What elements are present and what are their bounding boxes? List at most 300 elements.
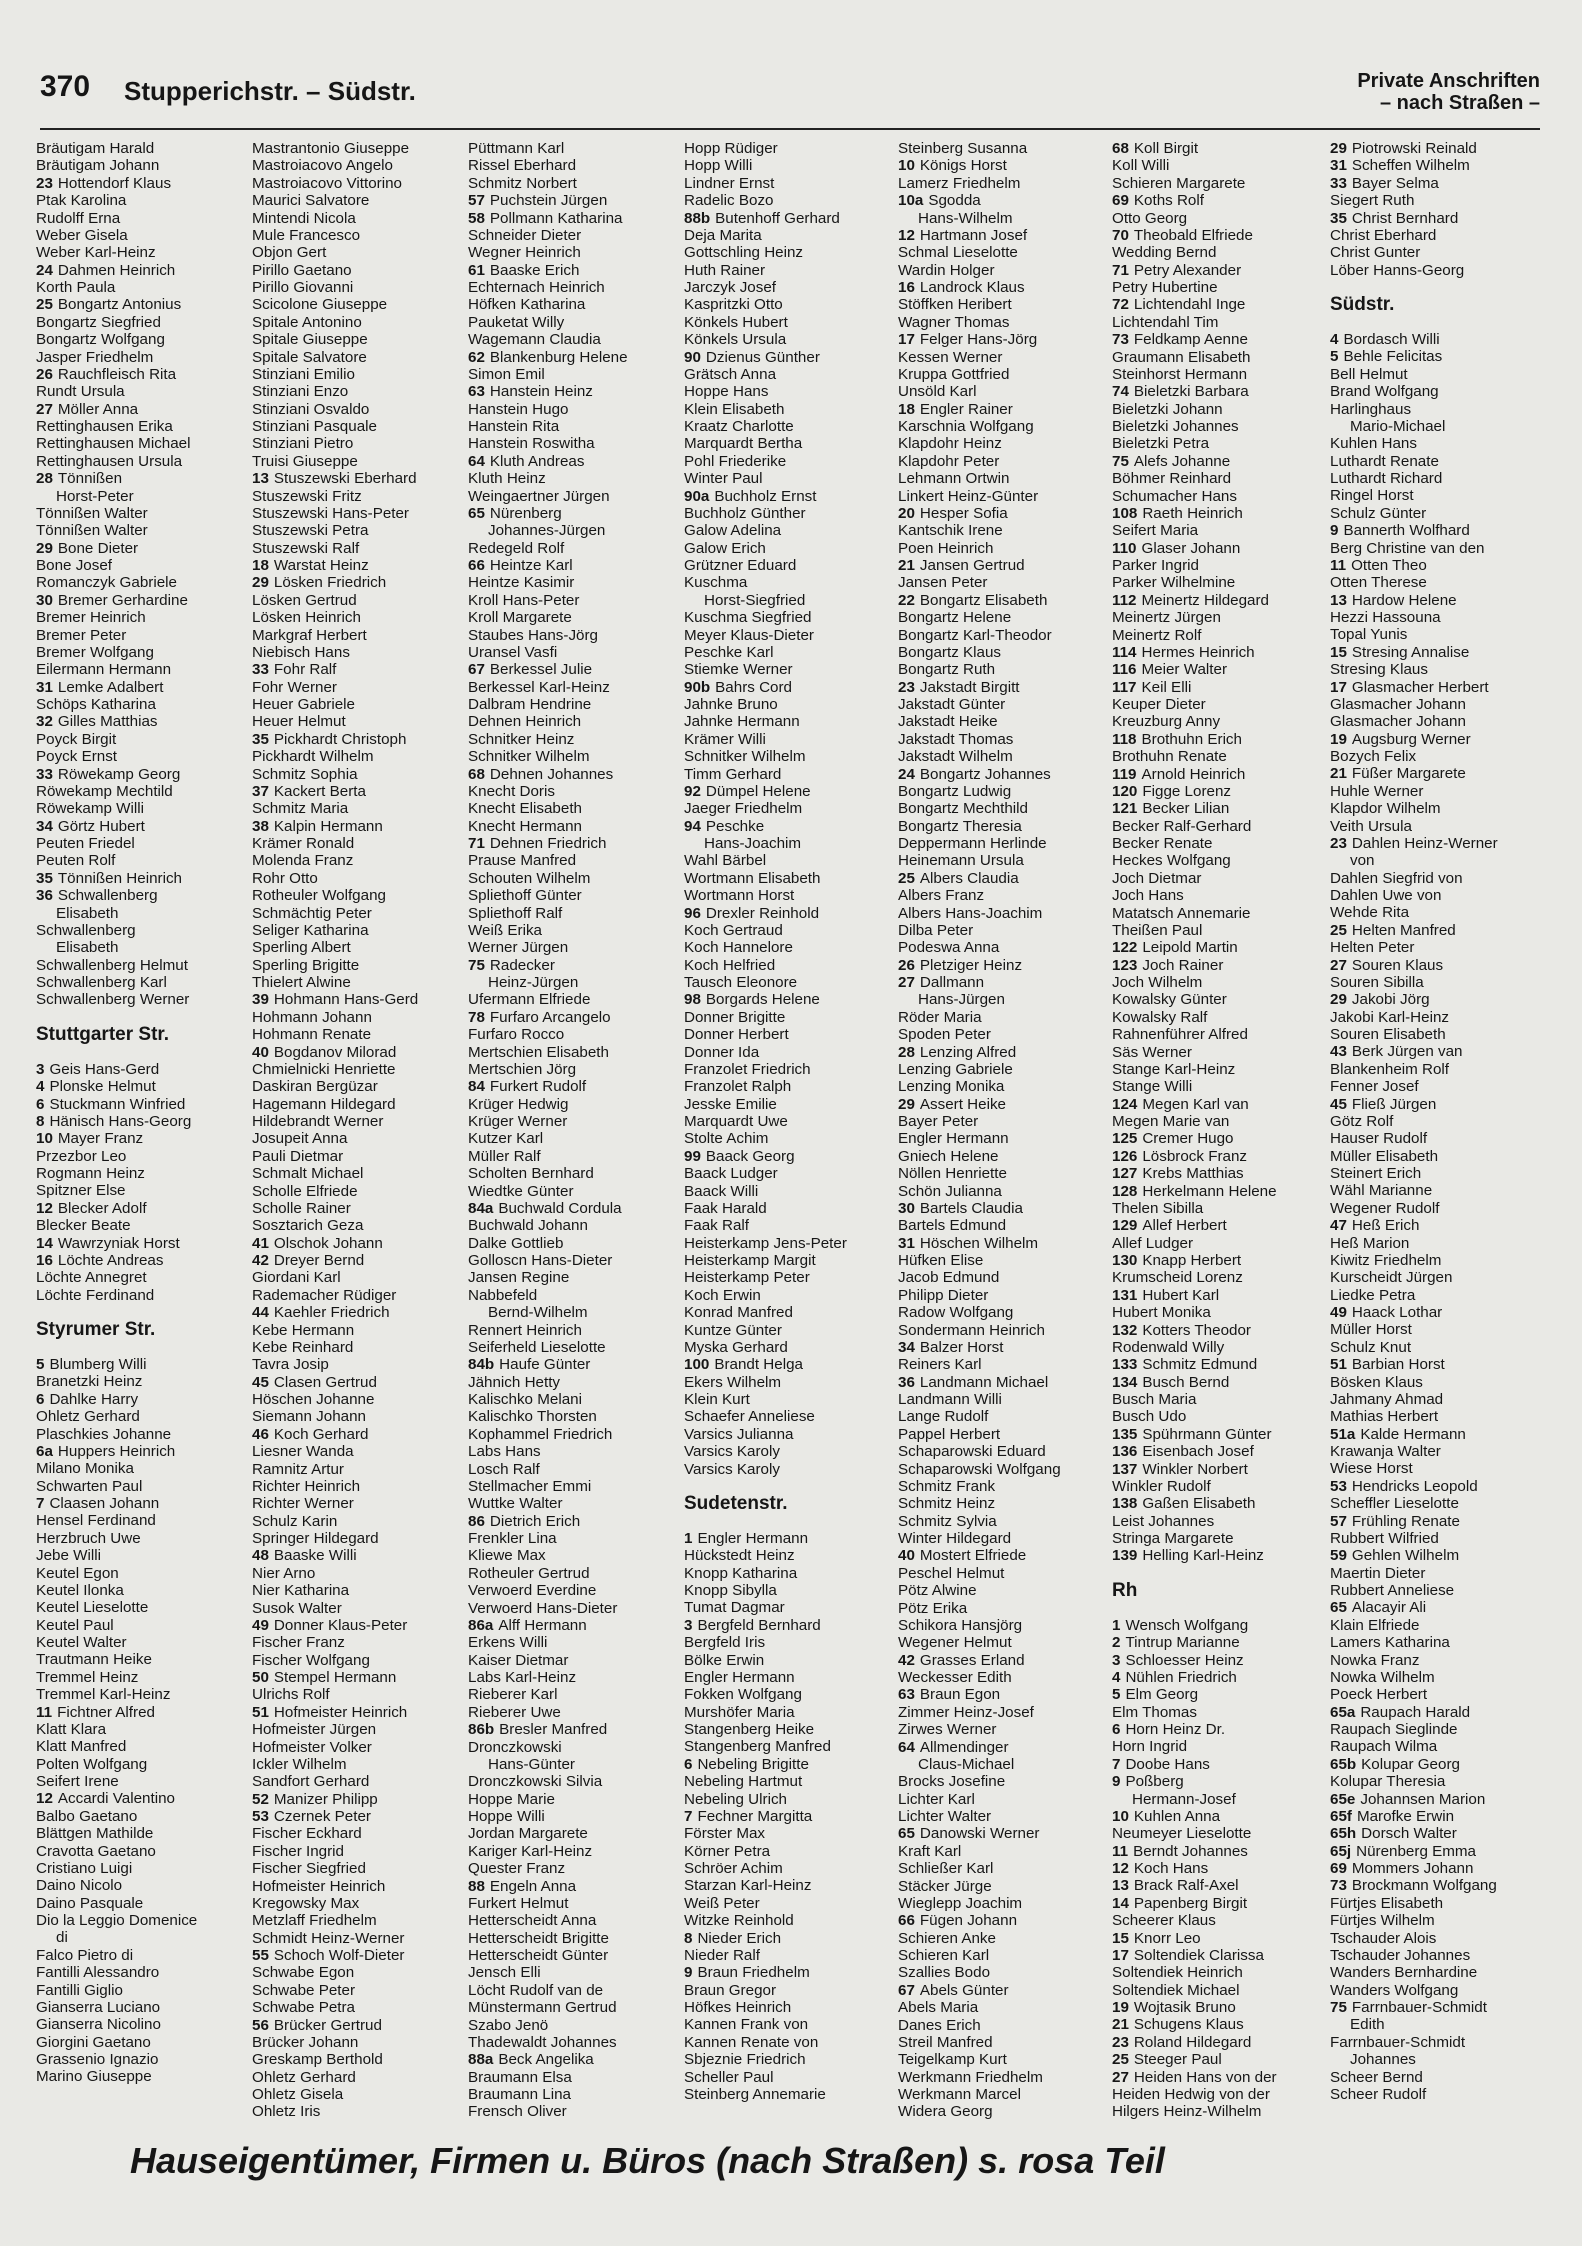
house-number: 65b xyxy=(1330,1755,1357,1773)
house-number: 68 xyxy=(1112,140,1129,157)
directory-entry xyxy=(898,1791,1110,1808)
directory-entry xyxy=(684,401,896,418)
resident-name: Steinhorst Hermann xyxy=(1112,365,1248,383)
directory-entry xyxy=(898,1130,1110,1147)
resident-name: Souren Elisabeth xyxy=(1330,1026,1446,1043)
directory-entry xyxy=(684,2016,896,2033)
resident-name: Hesper Sofia xyxy=(919,504,1008,522)
resident-name: Borgards Helene xyxy=(705,991,820,1009)
resident-name: Heinemann Ursula xyxy=(898,852,1024,870)
directory-entry xyxy=(36,383,248,400)
resident-name: Knecht Hermann xyxy=(468,817,582,835)
directory-entry xyxy=(898,1547,1110,1564)
house-number: 64 xyxy=(898,1738,915,1756)
resident-name: Dorsch Walter xyxy=(1361,1825,1457,1843)
directory-entry xyxy=(898,1912,1110,1929)
resident-name: Tönnißen xyxy=(57,470,123,488)
resident-name: Peschke xyxy=(705,817,765,835)
directory-entry xyxy=(36,1895,248,1912)
directory-entry xyxy=(1112,1947,1324,1964)
resident-name: Jakstadt Thomas xyxy=(898,730,1014,748)
directory-entry xyxy=(1112,766,1324,783)
resident-name: Pirillo Gaetano xyxy=(252,261,352,279)
house-number: 12 xyxy=(1112,1860,1129,1877)
house-number: 42 xyxy=(898,1651,915,1669)
resident-name: Müller Ralf xyxy=(468,1147,541,1165)
directory-entry xyxy=(898,957,1110,974)
directory-entry xyxy=(1330,1217,1542,1234)
directory-entry xyxy=(1112,1461,1324,1478)
directory-entry xyxy=(684,922,896,939)
directory-entry xyxy=(36,1148,248,1165)
directory-entry xyxy=(684,331,896,348)
resident-name: Schulz Günter xyxy=(1330,504,1427,522)
resident-name: Hanstein Roswitha xyxy=(468,435,595,453)
directory-entry xyxy=(684,818,896,835)
directory-entry xyxy=(898,2017,1110,2034)
directory-entry xyxy=(36,366,248,383)
resident-name: Raeth Heinrich xyxy=(1142,504,1243,522)
directory-entry xyxy=(684,366,896,383)
resident-name: Münstermann Gertrud xyxy=(468,1999,617,2017)
resident-name: Ptak Karolina xyxy=(36,192,127,210)
resident-name: Varsics Julianna xyxy=(684,1425,794,1443)
resident-name: Luthardt Renate xyxy=(1330,452,1439,470)
directory-entry xyxy=(898,1582,1110,1599)
directory-entry xyxy=(684,2034,896,2051)
resident-name: Allmendinger xyxy=(919,1738,1009,1756)
resident-name: Jakstadt Günter xyxy=(898,696,1006,713)
resident-name: Koll Birgit xyxy=(1133,140,1199,157)
resident-name: Tschauder Johannes xyxy=(1330,1946,1471,1964)
resident-name: Braun Friedhelm xyxy=(697,1964,810,1982)
directory-entry xyxy=(1112,852,1324,869)
directory-entry xyxy=(1330,887,1542,904)
resident-name: Danowski Werner xyxy=(919,1825,1040,1843)
resident-name: Helling Karl-Heinz xyxy=(1142,1547,1264,1565)
resident-name: Brothuhn Erich xyxy=(1141,730,1242,748)
resident-name: Siemann Johann xyxy=(252,1408,366,1426)
resident-name: Liedke Petra xyxy=(1330,1286,1416,1304)
directory-entry xyxy=(684,1808,896,1825)
resident-name: Baack Ludger xyxy=(684,1165,778,1183)
resident-name: Kariger Karl-Heinz xyxy=(468,1842,593,1860)
directory-entry xyxy=(468,314,680,331)
resident-name: Johannes xyxy=(1350,2051,1416,2069)
resident-name: Stinziani Emilio xyxy=(252,365,355,383)
house-number: 49 xyxy=(252,1616,269,1634)
resident-name: Dietrich Erich xyxy=(489,1512,581,1530)
footer-note: Hauseigentümer, Firmen u. Büros (nach Straßen) s. rosa Teil xyxy=(130,2140,1165,2181)
resident-name: Werner Jürgen xyxy=(468,939,569,957)
directory-entry xyxy=(36,157,248,174)
directory-entry xyxy=(252,939,464,956)
house-number: 9 xyxy=(684,1964,693,1982)
resident-name: Schieren Anke xyxy=(898,1929,996,1947)
resident-name: Förster Max xyxy=(684,1825,766,1843)
house-number: 74 xyxy=(1112,383,1129,401)
resident-name: Schwabe Egon xyxy=(252,1964,355,1982)
directory-entry xyxy=(36,210,248,227)
resident-name: Rettinghausen Ursula xyxy=(36,452,183,470)
directory-entry xyxy=(252,818,464,835)
resident-name: Pickhardt Christoph xyxy=(273,730,407,748)
resident-name: Fischer Franz xyxy=(252,1634,345,1652)
directory-entry xyxy=(36,887,248,904)
directory-entry xyxy=(1330,974,1542,991)
resident-name: Josupeit Anna xyxy=(252,1130,348,1148)
directory-entry xyxy=(1330,1947,1542,1964)
house-number: 126 xyxy=(1112,1147,1138,1165)
house-number: 78 xyxy=(468,1008,485,1026)
resident-name: Philipp Dieter xyxy=(898,1286,989,1304)
directory-entry xyxy=(1112,505,1324,522)
resident-name: Nieder Ralf xyxy=(684,1946,760,1964)
directory-entry xyxy=(36,1391,248,1408)
directory-entry xyxy=(468,1026,680,1043)
directory-entry xyxy=(252,331,464,348)
directory-entry xyxy=(468,1217,680,1234)
resident-name: Bernd-Wilhelm xyxy=(488,1304,588,1322)
resident-name: Rudolff Erna xyxy=(36,209,121,227)
resident-name: Kebe Reinhard xyxy=(252,1338,354,1356)
resident-name: Bongartz Johannes xyxy=(919,765,1051,783)
resident-name: Krüger Hedwig xyxy=(468,1095,569,1113)
directory-entry xyxy=(468,1113,680,1130)
directory-entry xyxy=(252,505,464,522)
directory-entry xyxy=(1112,1964,1324,1981)
house-number: 133 xyxy=(1112,1356,1138,1374)
directory-entry xyxy=(1330,192,1542,209)
directory-entry xyxy=(1112,870,1324,887)
directory-entry xyxy=(684,540,896,557)
resident-name: Fechner Margitta xyxy=(697,1807,813,1825)
resident-name: Nühlen Friedrich xyxy=(1125,1668,1237,1686)
directory-entry xyxy=(252,835,464,852)
directory-entry xyxy=(36,1113,248,1130)
resident-name: Steinert Erich xyxy=(1330,1165,1422,1182)
directory-entry xyxy=(898,401,1110,418)
directory-entry xyxy=(36,1408,248,1425)
section-title xyxy=(1357,70,1540,114)
resident-name: Ringel Horst xyxy=(1330,487,1414,505)
house-number: 118 xyxy=(1112,730,1137,748)
directory-entry xyxy=(898,140,1110,157)
resident-name: Myska Gerhard xyxy=(684,1338,788,1356)
resident-name: Bongartz Elisabeth xyxy=(919,591,1048,609)
resident-name: Hetterscheidt Brigitte xyxy=(468,1929,609,1947)
directory-entry xyxy=(36,800,248,817)
directory-entry xyxy=(1330,1374,1542,1391)
directory-entry xyxy=(898,905,1110,922)
resident-name: Megen Karl van xyxy=(1142,1095,1249,1113)
directory-entry xyxy=(1112,1287,1324,1304)
resident-name: Klapdohr Peter xyxy=(898,452,1000,470)
resident-name: Berndt Johannes xyxy=(1133,1842,1248,1860)
resident-name: Schließer Karl xyxy=(898,1860,994,1878)
resident-name: Stiemke Werner xyxy=(684,661,793,679)
directory-entry xyxy=(468,1478,680,1495)
directory-entry xyxy=(468,2103,680,2120)
directory-entry xyxy=(36,1182,248,1199)
resident-name: Manizer Philipp xyxy=(273,1790,378,1808)
resident-name: Balbo Gaetano xyxy=(36,1807,138,1825)
resident-name: Bieletzki Petra xyxy=(1112,435,1210,453)
resident-name: Götz Rolf xyxy=(1330,1112,1394,1130)
resident-name: Topal Yunis xyxy=(1330,626,1408,644)
resident-name: Pötz Alwine xyxy=(898,1582,977,1600)
directory-entry xyxy=(1330,922,1542,939)
directory-entry xyxy=(252,157,464,174)
resident-name: Otten Therese xyxy=(1330,574,1427,592)
resident-name: Spitzner Else xyxy=(36,1182,126,1200)
resident-name: Maurici Salvatore xyxy=(252,192,370,210)
directory-entry xyxy=(252,1530,464,1547)
directory-entry xyxy=(36,731,248,748)
directory-entry xyxy=(252,1513,464,1530)
directory-entry xyxy=(898,1026,1110,1043)
resident-name: Fenner Josef xyxy=(1330,1078,1419,1096)
directory-entry xyxy=(1112,1495,1324,1512)
resident-name: Rohr Otto xyxy=(252,869,318,887)
house-number: 31 xyxy=(1330,157,1347,175)
directory-entry xyxy=(468,401,680,418)
resident-name: Hohmann Hans-Gerd xyxy=(273,991,419,1009)
directory-entry xyxy=(468,2051,680,2068)
house-number: 119 xyxy=(1112,765,1137,783)
resident-name: Grassenio Ignazio xyxy=(36,2051,159,2068)
section-title-line1: Private Anschriften xyxy=(1357,70,1540,92)
resident-name: Hagemann Hildegard xyxy=(252,1095,396,1113)
resident-name: Wieglepp Joachim xyxy=(898,1894,1023,1912)
resident-name: Kantschik Irene xyxy=(898,522,1003,540)
resident-name: Jordan Margarete xyxy=(468,1825,588,1843)
resident-name: Czernek Peter xyxy=(273,1808,371,1825)
directory-entry xyxy=(898,1999,1110,2016)
directory-entry xyxy=(468,453,680,470)
directory-entry xyxy=(252,922,464,939)
directory-entry xyxy=(252,1235,464,1252)
directory-entry xyxy=(1112,592,1324,609)
resident-name: Landmann Michael xyxy=(919,1373,1049,1391)
directory-entry xyxy=(468,1443,680,1460)
directory-entry xyxy=(1330,1825,1542,1842)
directory-entry xyxy=(468,435,680,452)
directory-entry xyxy=(1112,2069,1324,2086)
resident-name: Ohletz Gerhard xyxy=(252,2068,356,2086)
resident-name: Raupach Harald xyxy=(1360,1703,1471,1721)
directory-entry xyxy=(1330,765,1542,782)
resident-name: Huhle Werner xyxy=(1330,782,1424,800)
directory-entry xyxy=(684,140,896,157)
resident-name: Tavra Josip xyxy=(252,1356,329,1374)
directory-entry xyxy=(684,470,896,487)
resident-name: Hermann-Josef xyxy=(1132,1790,1236,1808)
resident-name: Knecht Elisabeth xyxy=(468,800,582,818)
directory-entry xyxy=(1112,835,1324,852)
resident-name: Könkels Ursula xyxy=(684,331,787,349)
resident-name: Weiß Peter xyxy=(684,1894,760,1912)
house-number: 134 xyxy=(1112,1373,1138,1391)
resident-name: Hensel Ferdinand xyxy=(36,1512,156,1530)
house-number: 63 xyxy=(468,383,485,401)
resident-name: Rennert Heinrich xyxy=(468,1321,582,1339)
directory-entry xyxy=(1330,1321,1542,1338)
directory-entry xyxy=(684,1912,896,1929)
entry-continuation xyxy=(1330,2051,1542,2068)
resident-name: Lichter Karl xyxy=(898,1790,975,1808)
resident-name: Gaßen Elisabeth xyxy=(1142,1495,1256,1513)
directory-entry xyxy=(252,1704,464,1721)
directory-entry xyxy=(898,1148,1110,1165)
directory-entry xyxy=(252,1183,464,1200)
directory-entry xyxy=(898,1982,1110,1999)
resident-name: Thelen Sibilla xyxy=(1112,1199,1204,1217)
resident-name: Susok Walter xyxy=(252,1599,342,1617)
directory-entry xyxy=(36,296,248,313)
directory-entry xyxy=(684,418,896,435)
resident-name: Weber Gisela xyxy=(36,226,128,244)
directory-entry xyxy=(468,1183,680,1200)
directory-entry xyxy=(36,818,248,835)
directory-entry xyxy=(36,140,248,157)
resident-name: Scicolone Giuseppe xyxy=(252,296,388,314)
directory-entry xyxy=(684,279,896,296)
directory-entry xyxy=(468,870,680,887)
resident-name: Seifert Maria xyxy=(1112,522,1199,540)
resident-name: Siegert Ruth xyxy=(1330,192,1415,210)
resident-name: Höfkes Heinrich xyxy=(684,1999,792,2016)
directory-entry xyxy=(684,1339,896,1356)
directory-entry xyxy=(684,1183,896,1200)
directory-entry xyxy=(1330,522,1542,539)
resident-name: Theobald Elfriede xyxy=(1133,226,1253,244)
resident-name: Ohletz Gerhard xyxy=(36,1408,140,1426)
resident-name: Radelic Bozo xyxy=(684,192,774,210)
resident-name: Dahlen Heinz-Werner xyxy=(1351,834,1498,852)
resident-name: Harlinghaus xyxy=(1330,400,1412,418)
directory-entry xyxy=(1112,783,1324,800)
resident-name: Bresler Manfred xyxy=(499,1721,608,1739)
resident-name: Wähl Marianne xyxy=(1330,1182,1433,1200)
house-number: 26 xyxy=(898,956,915,974)
resident-name: Seifert Irene xyxy=(36,1773,119,1790)
resident-name: Kregowsky Max xyxy=(252,1894,360,1912)
directory-entry xyxy=(684,1930,896,1947)
house-number: 4 xyxy=(1112,1668,1121,1686)
directory-entry xyxy=(684,296,896,313)
directory-entry xyxy=(1112,644,1324,661)
house-number: 90 xyxy=(684,348,701,366)
directory-entry xyxy=(1330,1704,1542,1721)
resident-name: Busch Bernd xyxy=(1142,1373,1230,1391)
resident-name: Stuszewski Hans-Peter xyxy=(252,504,409,522)
directory-entry xyxy=(36,661,248,678)
resident-name: Stuckmann Winfried xyxy=(49,1095,186,1113)
resident-name: Mathias Herbert xyxy=(1330,1408,1439,1426)
resident-name: Jansen Peter xyxy=(898,574,988,592)
resident-name: Dehnen Heinrich xyxy=(468,713,582,731)
directory-entry xyxy=(252,1130,464,1147)
directory-entry xyxy=(252,192,464,209)
resident-name: Königs Horst xyxy=(919,157,1007,175)
resident-name: Horst-Peter xyxy=(56,487,134,505)
directory-entry xyxy=(252,713,464,730)
directory-entry xyxy=(468,835,680,852)
directory-entry xyxy=(252,1304,464,1321)
directory-entry xyxy=(1330,2086,1542,2103)
directory-entry xyxy=(684,1217,896,1234)
house-number: 128 xyxy=(1112,1182,1138,1200)
page-number: 370 xyxy=(40,70,91,103)
resident-name: Weckesser Edith xyxy=(898,1669,1012,1686)
resident-name: Joch Hans xyxy=(1112,887,1184,905)
house-number: 131 xyxy=(1112,1286,1138,1304)
directory-entry xyxy=(468,157,680,174)
resident-name: Tumat Dagmar xyxy=(684,1599,785,1617)
directory-entry xyxy=(36,244,248,261)
directory-entry xyxy=(252,2086,464,2103)
resident-name: Johannsen Marion xyxy=(1360,1790,1486,1808)
resident-name: Rundt Ursula xyxy=(36,383,125,401)
resident-name: Plaschkies Johanne xyxy=(36,1425,172,1443)
directory-entry xyxy=(1330,140,1542,157)
directory-entry xyxy=(468,1843,680,1860)
directory-entry xyxy=(684,1999,896,2016)
house-number: 29 xyxy=(1330,991,1347,1009)
resident-name: Wagner Thomas xyxy=(898,313,1010,331)
house-number: 23 xyxy=(1330,834,1347,852)
directory-entry xyxy=(684,1721,896,1738)
directory-entry xyxy=(252,1356,464,1373)
house-number: 29 xyxy=(898,1095,915,1113)
resident-name: Bongartz Wolfgang xyxy=(36,331,165,349)
resident-name: Furkert Rudolf xyxy=(489,1078,587,1096)
resident-name: Radow Wolfgang xyxy=(898,1304,1014,1322)
resident-name: Timm Gerhard xyxy=(684,765,782,783)
directory-entry xyxy=(36,1096,248,1113)
resident-name: Schulz Karin xyxy=(252,1512,338,1530)
directory-entry xyxy=(1112,470,1324,487)
directory-entry xyxy=(684,1026,896,1043)
directory-entry xyxy=(252,2069,464,2086)
house-number: 66 xyxy=(898,1912,915,1930)
resident-name: Pirillo Giovanni xyxy=(252,279,354,296)
resident-name: Gniech Helene xyxy=(898,1147,999,1165)
resident-name: Schmitz Frank xyxy=(898,1477,996,1495)
resident-name: Bannerth Wolfhard xyxy=(1343,522,1470,540)
resident-name: Jaeger Friedhelm xyxy=(684,800,803,818)
resident-name: Faak Ralf xyxy=(684,1217,749,1235)
house-number: 38 xyxy=(252,817,269,835)
house-number: 136 xyxy=(1112,1443,1138,1461)
resident-name: Hermes Heinrich xyxy=(1141,643,1255,661)
directory-entry xyxy=(468,2069,680,2086)
directory-entry xyxy=(36,1912,248,1929)
resident-name: Hohmann Renate xyxy=(252,1026,372,1044)
directory-entry xyxy=(468,1964,680,1981)
directory-entry xyxy=(1112,1721,1324,1738)
resident-name: Szabo Jenö xyxy=(468,2016,549,2034)
directory-entry xyxy=(684,1304,896,1321)
house-number: 92 xyxy=(684,782,701,800)
directory-entry xyxy=(684,1895,896,1912)
directory-entry xyxy=(252,661,464,678)
directory-entry xyxy=(898,661,1110,678)
directory-entry xyxy=(1112,1982,1324,1999)
column-1 xyxy=(36,140,248,2086)
directory-entry xyxy=(252,296,464,313)
